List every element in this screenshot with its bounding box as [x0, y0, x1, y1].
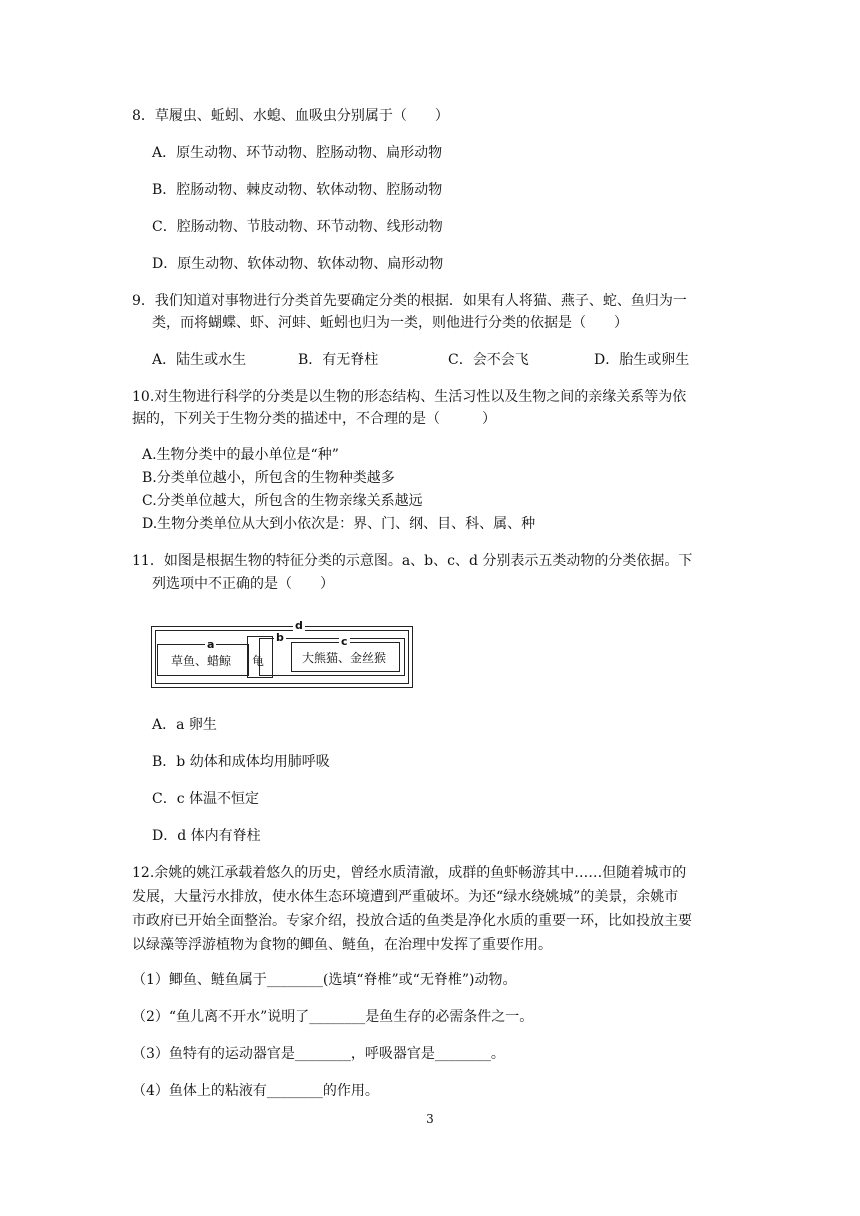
- q11-option-a: A．a 卵生: [152, 717, 217, 733]
- q10-option-b: B.分类单位越小，所包含的生物种类越多: [142, 470, 395, 486]
- q8-stem: 8．草履虫、蚯蚓、水螅、血吸虫分别属于（ ）: [132, 108, 449, 124]
- q12-stem-line4: 以绿藻等浮游植物为食物的鲫鱼、鲢鱼，在治理中发挥了重要作用。: [132, 937, 552, 953]
- label-d: d: [295, 619, 303, 632]
- classification-diagram: [151, 618, 413, 688]
- q10-option-c: C.分类单位越大，所包含的生物亲缘关系越远: [142, 493, 423, 509]
- q8-option-a: A．原生动物、环节动物、腔肠动物、扁形动物: [152, 145, 443, 161]
- q11-stem-line1: 11．如图是根据生物的特征分类的示意图。a、b、c、d 分别表示五类动物的分类依据。下: [132, 553, 693, 569]
- q10-stem-line1: 10.对生物进行科学的分类是以生物的形态结构、生活习性以及生物之间的亲缘关系等为依: [132, 389, 687, 405]
- q12-sub-1: （1）鲫鱼、鲢鱼属于________(选填“脊椎”或“无脊椎”)动物。: [132, 972, 517, 988]
- q8-option-d: D．原生动物、软体动物、软体动物、扁形动物: [152, 256, 444, 272]
- q11-option-b: B．b 幼体和成体均用肺呼吸: [152, 754, 330, 770]
- q10-option-d: D.生物分类单位从大到小依次是：界、门、纲、目、科、属、种: [142, 516, 536, 532]
- page-number: 3: [426, 1112, 434, 1126]
- q12-stem-line3: 市政府已开始全面整治。专家介绍，投放合适的鱼类是净化水质的重要一环，比如投放主要: [132, 913, 692, 929]
- q8-option-b: B．腔肠动物、棘皮动物、软体动物、腔肠动物: [152, 182, 443, 198]
- q8-option-c: C．腔肠动物、节肢动物、环节动物、线形动物: [152, 219, 443, 235]
- q9-options: [152, 350, 689, 370]
- box-c-text: 大熊猫、金丝猴: [302, 651, 387, 665]
- q11-stem-line2: 列选项中不正确的是（ ）: [152, 576, 334, 592]
- q12-sub-3: （3）鱼特有的运动器官是________，呼吸器官是________。: [132, 1046, 505, 1062]
- box-a-text: 草鱼、蜡鲸: [171, 654, 232, 668]
- label-c: c: [341, 635, 348, 648]
- q9-stem-line2: 类，而将蝴蝶、虾、河蚌、蚯蚓也归为一类，则他进行分类的依据是（ ）: [152, 315, 628, 331]
- q12-stem-line1: 12.余姚的姚江承载着悠久的历史，曾经水质清澈，成群的鱼虾畅游其中……但随着城市的: [132, 865, 687, 881]
- q10-stem-line2: 据的，下列关于生物分类的描述中，不合理的是（ ）: [132, 411, 496, 427]
- q11-option-d: D．d 体内有脊柱: [152, 828, 261, 844]
- q12-sub-2: （2）“鱼儿离不开水”说明了________是鱼生存的必需条件之一。: [132, 1009, 534, 1025]
- q9-option-b: B．有无脊柱: [298, 352, 379, 368]
- q9-option-c: C．会不会飞: [448, 352, 529, 368]
- q10-option-a: A.生物分类中的最小单位是“种”: [142, 447, 339, 463]
- q12-stem-line2: 发展，大量污水排放，使水体生态环境遭到严重破坏。为还“绿水绕姚城”的美景，余姚市: [132, 889, 679, 905]
- q12-sub-4: （4）鱼体上的粘液有________的作用。: [132, 1083, 379, 1099]
- label-a: a: [207, 638, 215, 651]
- q9-stem-line1: 9．我们知道对事物进行分类首先要确定分类的根据．如果有人将猫、燕子、蛇、鱼归为一: [132, 293, 687, 309]
- q9-option-a: A．陆生或水生: [152, 352, 247, 368]
- label-b: b: [276, 631, 284, 644]
- q11-option-c: C．c 体温不恒定: [152, 791, 260, 807]
- box-b-text: 龟: [252, 654, 265, 668]
- q9-option-d: D．胎生或卵生: [594, 352, 690, 368]
